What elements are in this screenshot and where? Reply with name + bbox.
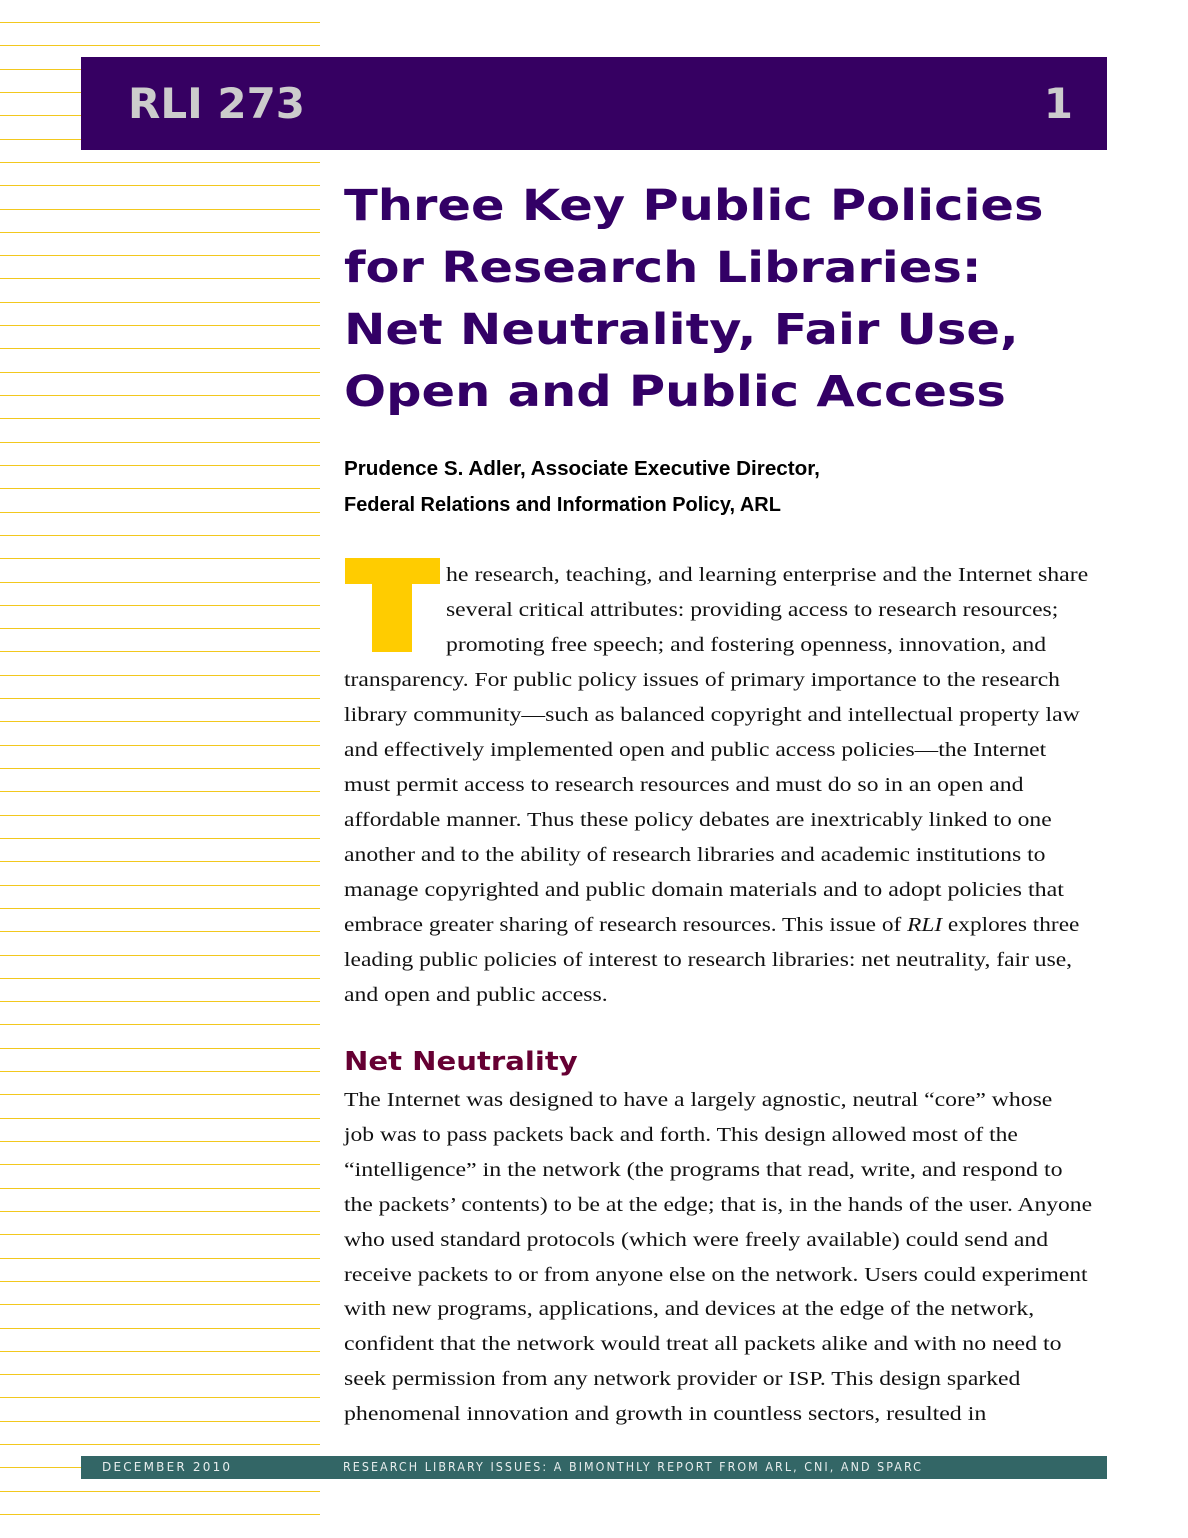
ruled-line (0, 698, 320, 699)
footer-bar (81, 1456, 1107, 1479)
publication-name: RESEARCH LIBRARY ISSUES: A BIMONTHLY REPORT FROM ARL, CNI, AND SPARC (343, 1460, 923, 1474)
text-line: the packets’ contents) to be at the edge; that is, in the hands of the user. Anyone (344, 1194, 1093, 1216)
text-line: leading public policies of interest to research libraries: net neutrality, fair use, (344, 949, 1073, 971)
text-line: who used standard protocols (which were freely available) could send and (344, 1229, 1049, 1251)
text-line: The Internet was designed to have a largely agnostic, neutral “core” whose (344, 1089, 1053, 1111)
author-byline (344, 453, 820, 525)
ruled-line (0, 395, 320, 396)
ruled-line (0, 278, 320, 279)
ruled-line (0, 1351, 320, 1352)
italic-rli: RLI (907, 914, 943, 936)
text-segment: embrace greater sharing of research resources. This issue of (344, 914, 908, 936)
ruled-line (0, 1421, 320, 1422)
ruled-line (0, 1304, 320, 1305)
ruled-line (0, 325, 320, 326)
ruled-line (0, 721, 320, 722)
ruled-line (0, 1328, 320, 1329)
byline-line: Prudence S. Adler, Associate Executive Director, (344, 458, 820, 480)
text-line: he research, teaching, and learning enterprise and the Internet share (446, 564, 1089, 586)
ruled-line (0, 931, 320, 932)
ruled-line (0, 1048, 320, 1049)
ruled-line (0, 1281, 320, 1282)
text-line: and effectively implemented open and public access policies—the Internet (344, 739, 1047, 761)
ruled-line (0, 512, 320, 513)
ruled-line (0, 1071, 320, 1072)
text-line: phenomenal innovation and growth in countless sectors, resulted in (344, 1403, 987, 1425)
title-line: for Research Libraries: (344, 243, 982, 293)
ruled-line (0, 1258, 320, 1259)
ruled-line (0, 675, 320, 676)
text-line: with new programs, applications, and devices at the edge of the network, (344, 1298, 1035, 1320)
text-line: affordable manner. Thus these policy debates are inextricably linked to one (344, 809, 1052, 831)
text-line: transparency. For public policy issues of primary importance to the research (344, 669, 1060, 691)
ruled-line (0, 1094, 320, 1095)
ruled-line (0, 1164, 320, 1165)
ruled-line (0, 1024, 320, 1025)
ruled-line (0, 348, 320, 349)
drop-cap-stem (372, 558, 412, 652)
issue-number: RLI 273 (128, 79, 306, 128)
ruled-line (0, 1188, 320, 1189)
ruled-line (0, 1514, 320, 1515)
text-line (344, 908, 1079, 943)
ruled-line (0, 488, 320, 489)
ruled-line (0, 162, 320, 163)
ruled-line (0, 978, 320, 979)
ruled-line (0, 791, 320, 792)
ruled-line (0, 45, 320, 46)
ruled-line (0, 302, 320, 303)
text-line: must permit access to research resources and must do so in an open and (344, 774, 1024, 796)
text-line: library community—such as balanced copyright and intellectual property law (344, 704, 1080, 726)
text-line: several critical attributes: providing access to research resources; (446, 599, 1059, 621)
text-line: seek permission from any network provider or ISP. This design sparked (344, 1368, 1021, 1390)
text-line: and open and public access. (344, 984, 608, 1006)
text-segment: explores three (942, 914, 1080, 936)
ruled-line (0, 1397, 320, 1398)
ruled-line (0, 558, 320, 559)
byline-line: Federal Relations and Information Policy, ARL (344, 494, 781, 516)
ruled-line (0, 582, 320, 583)
ruled-line (0, 418, 320, 419)
page-number: 1 (1043, 79, 1073, 128)
ruled-line (0, 1444, 320, 1445)
text-line: “intelligence” in the network (the programs that read, write, and respond to (344, 1159, 1063, 1181)
ruled-line (0, 651, 320, 652)
issue-date: DECEMBER 2010 (102, 1460, 233, 1474)
ruled-line (0, 908, 320, 909)
ruled-line (0, 885, 320, 886)
ruled-line (0, 232, 320, 233)
title-line: Three Key Public Policies (344, 181, 1044, 231)
ruled-line (0, 465, 320, 466)
ruled-line (0, 955, 320, 956)
ruled-line (0, 1491, 320, 1492)
ruled-line (0, 768, 320, 769)
title-line: Net Neutrality, Fair Use, (344, 305, 1019, 355)
section-heading-net-neutrality: Net Neutrality (344, 1047, 578, 1077)
ruled-line (0, 1001, 320, 1002)
header-bar (81, 57, 1107, 150)
ruled-line (0, 628, 320, 629)
text-line: confident that the network would treat all packets alike and with no need to (344, 1333, 1062, 1355)
ruled-line (0, 1374, 320, 1375)
ruled-line (0, 861, 320, 862)
drop-cap-letter (345, 558, 440, 652)
title-line: Open and Public Access (344, 367, 1006, 417)
margin-ruled-lines (0, 0, 320, 1538)
ruled-line (0, 605, 320, 606)
article-title (344, 175, 1044, 423)
ruled-line (0, 442, 320, 443)
ruled-line (0, 1211, 320, 1212)
ruled-line (0, 745, 320, 746)
ruled-line (0, 535, 320, 536)
ruled-line (0, 255, 320, 256)
text-line: manage copyrighted and public domain materials and to adopt policies that (344, 879, 1064, 901)
text-line: promoting free speech; and fostering openness, innovation, and (446, 634, 1047, 656)
ruled-line (0, 1234, 320, 1235)
text-line: job was to pass packets back and forth. This design allowed most of the (344, 1124, 1018, 1146)
ruled-line (0, 185, 320, 186)
ruled-line (0, 1141, 320, 1142)
ruled-line (0, 1118, 320, 1119)
text-line: another and to the ability of research libraries and academic institutions to (344, 844, 1046, 866)
ruled-line (0, 815, 320, 816)
ruled-line (0, 838, 320, 839)
ruled-line (0, 22, 320, 23)
ruled-line (0, 209, 320, 210)
text-line: receive packets to or from anyone else on the network. Users could experiment (344, 1264, 1088, 1286)
ruled-line (0, 372, 320, 373)
